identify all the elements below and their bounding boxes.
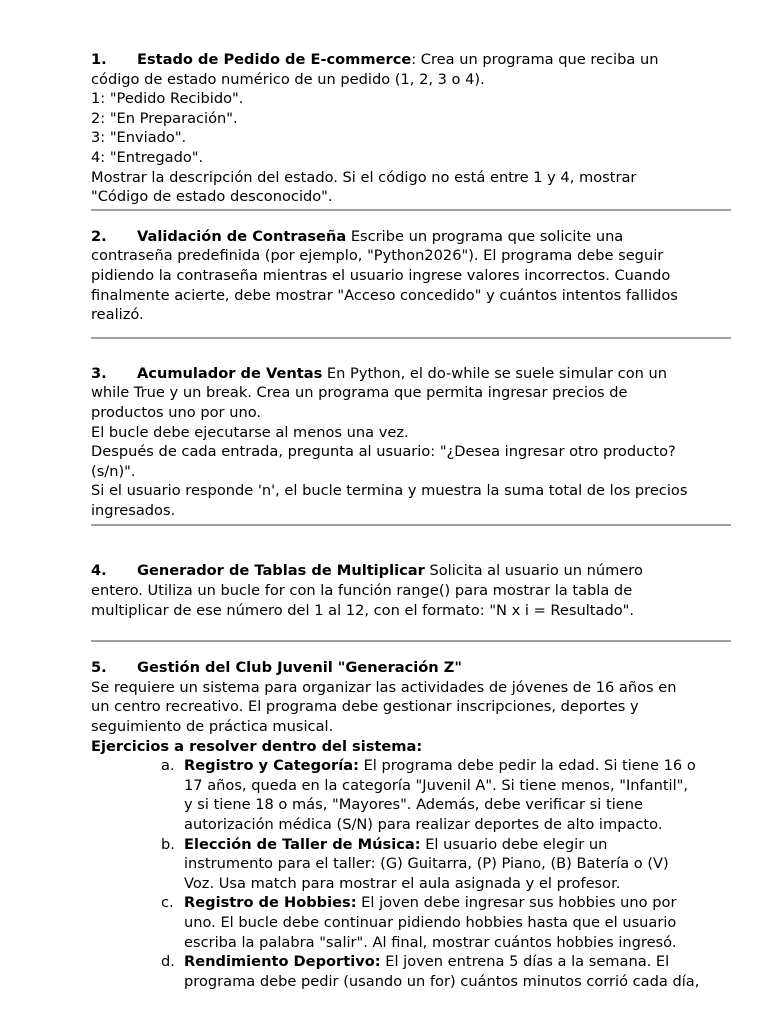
list-marker: d. xyxy=(161,953,175,971)
list-item: b. Elección de Taller de Música: El usuario debe elegir un instrumento para el taller: (G) Guitarra, (P) Piano, (B) Batería o (V) Voz. Usa match para mostrar el aula asignada y el profesor. xyxy=(161,835,669,892)
list-marker: b. xyxy=(161,835,175,853)
exercise-number: 1. xyxy=(91,51,107,68)
list-marker: a. xyxy=(161,757,175,775)
exercise-title: Generador de Tablas de Multiplicar xyxy=(137,562,425,580)
exercise-number: 3. xyxy=(91,364,107,382)
item-title: Registro de Hobbies: xyxy=(184,894,357,912)
exercise-5: 5. Gestión del Club Juvenil "Generación Z" Se requiere un sistema para organizar las actividades de jóvenes de 16 años en un centro recreativo. El programa debe gestionar inscripciones, deportes y seguimiento de práctica musical. Ejercicios a resolver dentro del sistema: a. Registro y Categoría: El programa debe pedir la edad. Si tiene 16 o 17 años, queda en la categoría "Juvenil A". Si tiene menos, "Infantil", y si tiene 18 o más, "Mayores". Además, debe verificar si tiene autorización médica (S/N) para realizar deportes de alto impacto. b. Elección de Taller de Música: El usuario debe elegir un instrumento para el taller: (G) Guitarra, (P) Piano, (B) Batería o (V) Voz. Usa match para mostrar el aula asignada y el profesor. c. Registro de Hobbies: El joven debe ingresar sus hobbies uno por uno. El bucle debe continuar pidiendo hobbies hasta que el usuario escriba la palabra "salir". Al final, mostrar cuántos hobbies ingresó. d. Rendimiento Deportivo: El joven entrena 5 días a la semana. El programa debe pedir (usando un for) cuántos minutos corrió cada día, xyxy=(91,658,731,991)
document-page xyxy=(91,50,731,991)
exercise-2: 2. Validación de Contraseña Escribe un programa que solicite una contraseña predefinida (por ejemplo, "Python2026"). El programa debe seguir pidiendo la contraseña mientras el usuario ingrese valores incorrectos. Cuando finalmente acierte, debe mostrar "Acceso concedido" y cuántos intentos fallidos realizó. xyxy=(91,227,678,324)
exercise-number: 4. xyxy=(91,562,107,580)
list-item: d. Rendimiento Deportivo: El joven entrena 5 días a la semana. El programa debe pedir (usando un for) cuántos minutos corrió cada día, xyxy=(161,953,700,990)
list-item: c. Registro de Hobbies: El joven debe ingresar sus hobbies uno por uno. El bucle debe continuar pidiendo hobbies hasta que el usuario escriba la palabra "salir". Al final, mostrar cuántos hobbies ingresó. xyxy=(161,894,677,951)
exercise-number: 5. xyxy=(91,659,107,677)
divider xyxy=(91,524,731,526)
list-marker: c. xyxy=(161,894,174,912)
exercise-title: Gestión del Club Juvenil "Generación Z" xyxy=(137,659,462,677)
exercise-title: Acumulador de Ventas xyxy=(137,364,323,382)
item-title: Registro y Categoría: xyxy=(184,757,359,775)
exercise-number: 2. xyxy=(91,227,107,245)
divider xyxy=(91,209,731,211)
divider xyxy=(91,337,731,339)
exercise-title: Validación de Contraseña xyxy=(137,227,347,245)
subsection-heading: Ejercicios a resolver dentro del sistema: xyxy=(91,737,423,755)
exercise-3: 3. Acumulador de Ventas En Python, el do-while se suele simular con un while True y un break. Crea un programa que permita ingresar precios de productos uno por uno. El bucle debe ejecutarse al menos una vez. Después de cada entrada, pregunta al usuario: "¿Desea ingresar otro producto? (s/n)". Si el usuario responde 'n', el bucle termina y muestra la suma total de los precios ingresados. xyxy=(91,364,688,519)
exercise-4: 4. Generador de Tablas de Multiplicar Solicita al usuario un número entero. Utiliza un bucle for con la función range() para mostrar la tabla de multiplicar de ese número del 1 al 12, con el formato: "N x i = Resultado". xyxy=(91,562,643,619)
item-title: Elección de Taller de Música: xyxy=(184,835,421,853)
list-item: a. Registro y Categoría: El programa debe pedir la edad. Si tiene 16 o 17 años, queda en la categoría "Juvenil A". Si tiene menos, "Infantil", y si tiene 18 o más, "Mayores". Además, debe verificar si tiene autorización médica (S/N) para realizar deportes de alto impacto. xyxy=(161,757,696,833)
exercise-title: Estado de Pedido de E-commerce xyxy=(137,51,412,68)
exercise-1: 1. Estado de Pedido de E-commerce: Crea un programa que reciba un código de estado numérico de un pedido (1, 2, 3 o 4). 1: "Pedido Recibido". 2: "En Preparación". 3: "Enviado". 4: "Entregado". Mostrar la descripción del estado. Si el código no está entre 1 y 4, mostrar "Código de estado desconocido". xyxy=(91,51,659,206)
item-title: Rendimiento Deportivo: xyxy=(184,953,381,971)
divider xyxy=(91,640,731,642)
